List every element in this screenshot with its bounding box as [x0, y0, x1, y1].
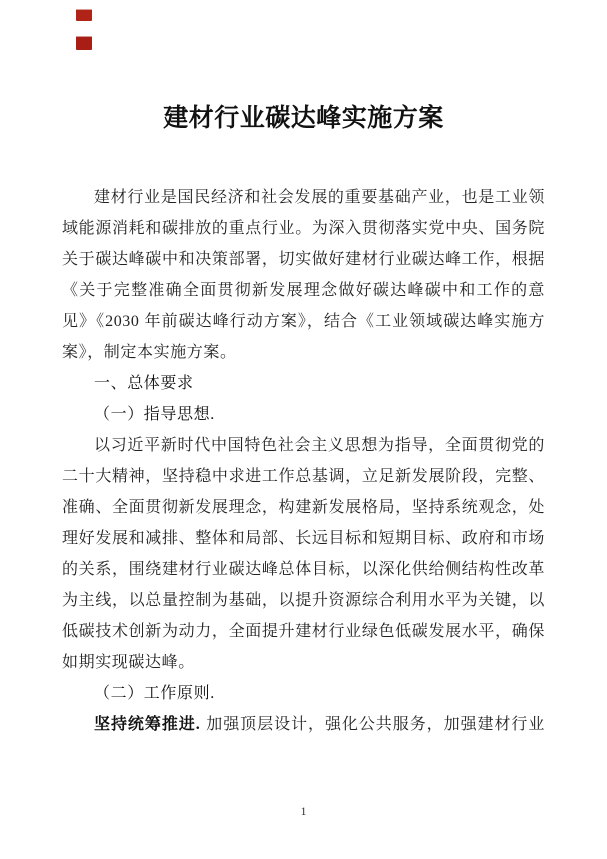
guiding-thought-paragraph: 以习近平新时代中国特色社会主义思想为指导，全面贯彻党的二十大精神，坚持稳中求进工作总基调，立足新发展阶段，完整、准确、全面贯彻新发展理念，构建新发展格局，坚持系统观念，处理好发展和减排、整体和局部、长远目标和短期目标、政府和市场的关系，围绕建材行业碳达峰总体目标，以深化供给侧结构性改革为主线，以总量控制为基础，以提升资源综合利用水平为关键，以低碳技术创新为动力，全面提升建材行业绿色低碳发展水平，确保如期实现碳达峰。: [62, 437, 545, 671]
subsection-heading-guiding-thought: （一）指导思想.: [94, 406, 215, 423]
work-principles-paragraph: [62, 709, 545, 740]
document-body: [62, 182, 545, 740]
intro-paragraph: 建材行业是国民经济和社会发展的重要基础产业，也是工业领域能源消耗和碳排放的重点行业。为深入贯彻落实党中央、国务院关于碳达峰碳中和决策部署，切实做好建材行业碳达峰工作，根据《关于完整准确全面贯彻新发展理念做好碳达峰碳中和工作的意见》《2030 年前碳达峰行动方案》，结合《工业领域碳达峰实施方案》，制定本实施方案。: [62, 189, 545, 361]
page-number: 1: [300, 804, 307, 818]
section-heading-general-requirements: 一、总体要求: [94, 375, 194, 392]
principle-lead-phrase: 坚持统筹推进.: [94, 716, 201, 733]
red-mark-icon: [76, 36, 92, 50]
red-mark-icon: [76, 9, 92, 21]
principle-body-text: 加强顶层设计，强化公共服务，加强建材行业: [205, 716, 545, 733]
subsection-heading-work-principles: （二）工作原则.: [94, 685, 215, 702]
document-title: 建材行业碳达峰实施方案: [163, 105, 444, 132]
